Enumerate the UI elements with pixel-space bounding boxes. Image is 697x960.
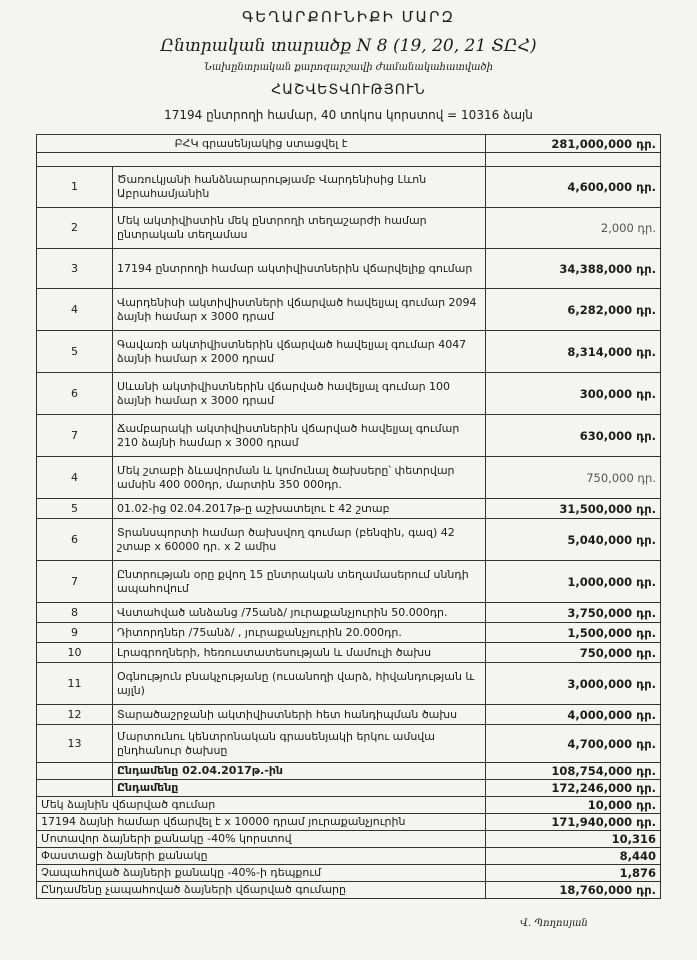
expense-row (37, 373, 661, 415)
row-description: Դիտորդներ /75անձ/ , յուրաքանչյուրին 20.000դր. (113, 623, 486, 643)
row-number: 11 (37, 663, 113, 705)
row-description: Մարտունու կենտրոնական գրասենյակի երկու ամսվա ընդհանուր ծախսը (113, 725, 486, 763)
expense-row (37, 499, 661, 519)
expense-row (37, 725, 661, 763)
summary-row (37, 797, 661, 814)
summary-row (37, 848, 661, 865)
row-amount: 750,000 դր. (486, 643, 661, 663)
row-description: Գավառի ակտիվիստներին վճարված հավելյալ գումար 4047 ձայնի համար x 2000 դրամ (113, 331, 486, 373)
subtotal-amount: 172,246,000 դր. (486, 780, 661, 797)
summary-row (37, 814, 661, 831)
row-amount: 1,000,000 դր. (486, 561, 661, 603)
row-number: 13 (37, 725, 113, 763)
row-amount: 630,000 դր. (486, 415, 661, 457)
subtotal-amount: 108,754,000 դր. (486, 763, 661, 780)
summary-label: Ընդամենը չապահոված ձայների վճարված գումարը (37, 882, 486, 899)
row-description: Մեկ ակտիվիստին մեկ ընտրողի տեղաշարժի համար ընտրական տեղամաս (113, 208, 486, 249)
region-title: ԳԵՂԱՐՔՈՒՆԻՔԻ ՄԱՐԶ (241, 8, 455, 26)
subtotal-label: Ընդամենը (113, 780, 486, 797)
row-amount: 31,500,000 դր. (486, 499, 661, 519)
row-description: Ճամբարակի ակտիվիստներին վճարված հավելյալ գումար 210 ձայնի համար x 3000 դրամ (113, 415, 486, 457)
row-number: 12 (37, 705, 113, 725)
expense-row (37, 623, 661, 643)
intro-label: ԲՀԿ գրասենյակից ստացվել է (37, 135, 486, 153)
spacer-row (37, 153, 661, 167)
row-description: Վարդենիսի ակտիվիստների վճարված հավելյալ գումար 2094 ձայնի համար x 3000 դրամ (113, 289, 486, 331)
summary-row (37, 865, 661, 882)
summary-label: 17194 ձայնի համար վճարվել է x 10000 դրամ յուրաքանչյուրին (37, 814, 486, 831)
row-number: 3 (37, 249, 113, 289)
row-description: Սևանի ակտիվիստներին վճարված հավելյալ գումար 100 ձայնի համար x 3000 դրամ (113, 373, 486, 415)
district-title: Ընտրական տարածք N 8 (19, 20, 21 ՏԸՀ) (160, 36, 537, 56)
row-number: 9 (37, 623, 113, 643)
row-description: 17194 ընտրողի համար ակտիվիստներին վճարվելիք գումար (113, 249, 486, 289)
intro-amount: 281,000,000 դր. (486, 135, 661, 153)
expense-row (37, 289, 661, 331)
expense-row (37, 249, 661, 289)
row-number: 2 (37, 208, 113, 249)
row-amount: 4,000,000 դր. (486, 705, 661, 725)
expense-row (37, 331, 661, 373)
summary-row (37, 882, 661, 899)
row-description: Լրագրողների, հեռուստատեսության և մամուլի ծախս (113, 643, 486, 663)
row-number: 8 (37, 603, 113, 623)
row-number: 4 (37, 457, 113, 499)
row-description: Ծառուկյանի հանձնարարությամբ Վարդենիսից Լևոն Աբրահամյանին (113, 167, 486, 208)
summary-label: Մեկ ձայնին վճարված գումար (37, 797, 486, 814)
expense-row (37, 519, 661, 561)
summary-amount: 10,316 (486, 831, 661, 848)
report-title: ՀԱՇՎԵՏՎՈՒԹՅՈՒՆ (271, 82, 426, 98)
summary-amount: 10,000 դր. (486, 797, 661, 814)
row-number: 6 (37, 373, 113, 415)
row-number: 1 (37, 167, 113, 208)
voters-note: 17194 ընտրողի համար, 40 տոկոս կորստով = 10316 ձայն (164, 108, 533, 122)
row-description: Ընտրության օրը քվող 15 ընտրական տեղամասերում սննդի ապահովում (113, 561, 486, 603)
row-description: Վստահված անձանց /75անձ/ յուրաքանչյուրին 50.000դր. (113, 603, 486, 623)
expense-row (37, 415, 661, 457)
period-subtitle: Նախընտրական քարոզարշավի ժամանակահատվածի (203, 62, 494, 73)
row-number: 4 (37, 289, 113, 331)
row-amount: 6,282,000 դր. (486, 289, 661, 331)
expense-row (37, 705, 661, 725)
row-amount: 4,700,000 դր. (486, 725, 661, 763)
summary-row (37, 831, 661, 848)
expense-row (37, 663, 661, 705)
row-amount: 5,040,000 դր. (486, 519, 661, 561)
summary-label: Փաստացի ձայների քանակը (37, 848, 486, 865)
subtotal-row (37, 780, 661, 797)
summary-amount: 1,876 (486, 865, 661, 882)
row-description: 01.02-ից 02.04.2017թ-ը աշխատելու է 42 շտաբ (113, 499, 486, 519)
subtotal-label: Ընդամենը 02.04.2017թ.-ին (113, 763, 486, 780)
row-description: Տրանսպորտի համար ծախսվող գումար (բենզին, գազ) 42 շտաբ x 60000 դր. x 2 ամիս (113, 519, 486, 561)
row-amount: 4,600,000 դր. (486, 167, 661, 208)
row-description: Մեկ շտաբի ձևավորման և կոմունալ ծախսերը՝ փետրվար ամսին 400 000դր, մարտին 350 000դր. (113, 457, 486, 499)
row-number: 7 (37, 415, 113, 457)
expense-row (37, 603, 661, 623)
expense-row (37, 167, 661, 208)
row-number: 10 (37, 643, 113, 663)
subtotal-row (37, 763, 661, 780)
row-amount: 2,000 դր. (486, 208, 661, 249)
summary-amount: 171,940,000 դր. (486, 814, 661, 831)
row-amount: 300,000 դր. (486, 373, 661, 415)
summary-amount: 18,760,000 դր. (486, 882, 661, 899)
row-amount: 34,388,000 դր. (486, 249, 661, 289)
row-description: Օգնություն բնակչությանը (ուսանողի վարձ, հիվանդության և այլն) (113, 663, 486, 705)
row-number: 5 (37, 499, 113, 519)
intro-row (37, 135, 661, 153)
row-amount: 3,000,000 դր. (486, 663, 661, 705)
row-description: Տարածաշրջանի ակտիվիստների հետ հանդիպման ծախս (113, 705, 486, 725)
row-amount: 1,500,000 դր. (486, 623, 661, 643)
expense-row (37, 457, 661, 499)
row-number: 5 (37, 331, 113, 373)
summary-label: Չապահոված ձայների քանակը -40%-ի դեպքում (37, 865, 486, 882)
expense-row (37, 561, 661, 603)
row-amount: 8,314,000 դր. (486, 331, 661, 373)
expense-row (37, 643, 661, 663)
summary-amount: 8,440 (486, 848, 661, 865)
row-amount: 3,750,000 դր. (486, 603, 661, 623)
expense-row (37, 208, 661, 249)
row-number: 6 (37, 519, 113, 561)
row-amount: 750,000 դր. (486, 457, 661, 499)
signature: Վ. Պողոսյան (520, 918, 588, 929)
summary-label: Մոտավոր ձայների քանակը -40% կորստով (37, 831, 486, 848)
expense-table (36, 134, 661, 899)
row-number: 7 (37, 561, 113, 603)
